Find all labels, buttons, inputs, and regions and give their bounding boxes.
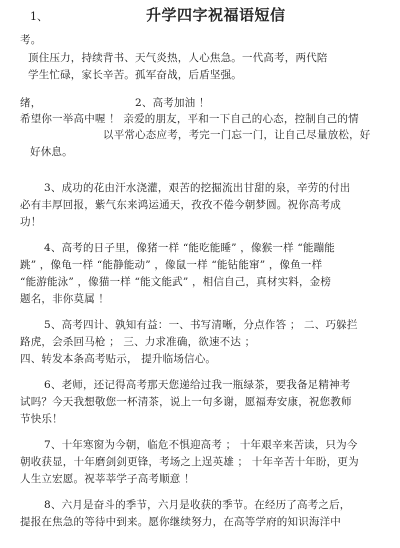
text-line: 节快乐！ xyxy=(20,413,63,425)
text-line: 5、高考四计、孰知有益：一、书写清晰，分点作答 ； 二、巧躲拦 xyxy=(44,319,358,331)
text-line: 4、高考的日子里，像猪一样 “能吃能睡” ，像猴一样 “能蹦能 xyxy=(44,242,335,254)
text-line: 必有丰厚回报，紫气东来鸿运通天，孜孜不倦今朝梦圆。祝你高考成 xyxy=(20,199,341,211)
text-line: 朝收获显，十年磨剑剑更锋，考场之上逞英雄 ； 十年辛苦十年盼，更为 xyxy=(20,456,359,468)
text-line: 8、六月是奋斗的季节，六月是收获的季节。在经历了高考之后， xyxy=(44,499,351,511)
text-line: 考。 xyxy=(20,34,42,46)
text-line: 6、老师，还记得高考那天您递给过我一瓶绿茶，要我备足精神考 xyxy=(44,379,351,391)
text-line: 题名，非你莫属 ！ xyxy=(20,293,110,305)
text-line: 试吗？今天我想敬您一杯清茶，说上一句多谢，愿福寿安康，祝您教师 xyxy=(20,396,352,408)
text-line: 3、成功的花由汗水浇灌，艰苦的挖掘流出甘甜的泉，辛劳的付出 xyxy=(44,182,351,194)
section-heading: 2、高考加油 ！ xyxy=(135,97,210,109)
text-line: 希望你一举高中喔 ！ 亲爱的朋友，平和一下自己的心态，控制自己的情 xyxy=(20,113,359,125)
text-line: 学生忙碌，家长辛苦。孤军奋战，后盾坚强。 xyxy=(28,69,242,81)
text-line: “能游能泳” ，像猫一样 “能文能武” ，相信自己，真材实料，金榜 xyxy=(20,276,332,288)
text-line: 人生立宏愿。祝莘莘学子高考顺意 ！ xyxy=(20,473,195,485)
text-line: 顶住压力，持续背书、天气炎热，人心焦急。一代高考，两代陪 xyxy=(28,52,328,64)
item-number-1: 1、 xyxy=(30,10,48,23)
text-line: 7、十年寒窗为今朝，临危不惧迎高考 ； 十年艰辛来苦读，只为今 xyxy=(44,439,358,451)
text-line: 功！ xyxy=(20,216,42,228)
text-line: 以平常心态应考，考完一门忘一门，让自己尽量放松，好 xyxy=(103,129,371,141)
text-line: 提报在焦急的等待中到来。愿你继续努力，在高等学府的知识海洋中 xyxy=(20,516,341,528)
text-line: 路虎，会杀回马枪 ； 三、力求准确，欲速不达 ； xyxy=(20,336,256,348)
text-line: 好休息。 xyxy=(30,146,73,158)
text-line: 绪， xyxy=(20,97,42,109)
text-line: 四、转发本条高考贴示， 提升临场信心。 xyxy=(20,353,217,365)
page-title: 升学四字祝福语短信 xyxy=(146,6,286,24)
text-line: 跳” ，像龟一样 “能静能动” ，像鼠一样 “能钻能窜” ，像鱼一样 xyxy=(20,259,323,271)
